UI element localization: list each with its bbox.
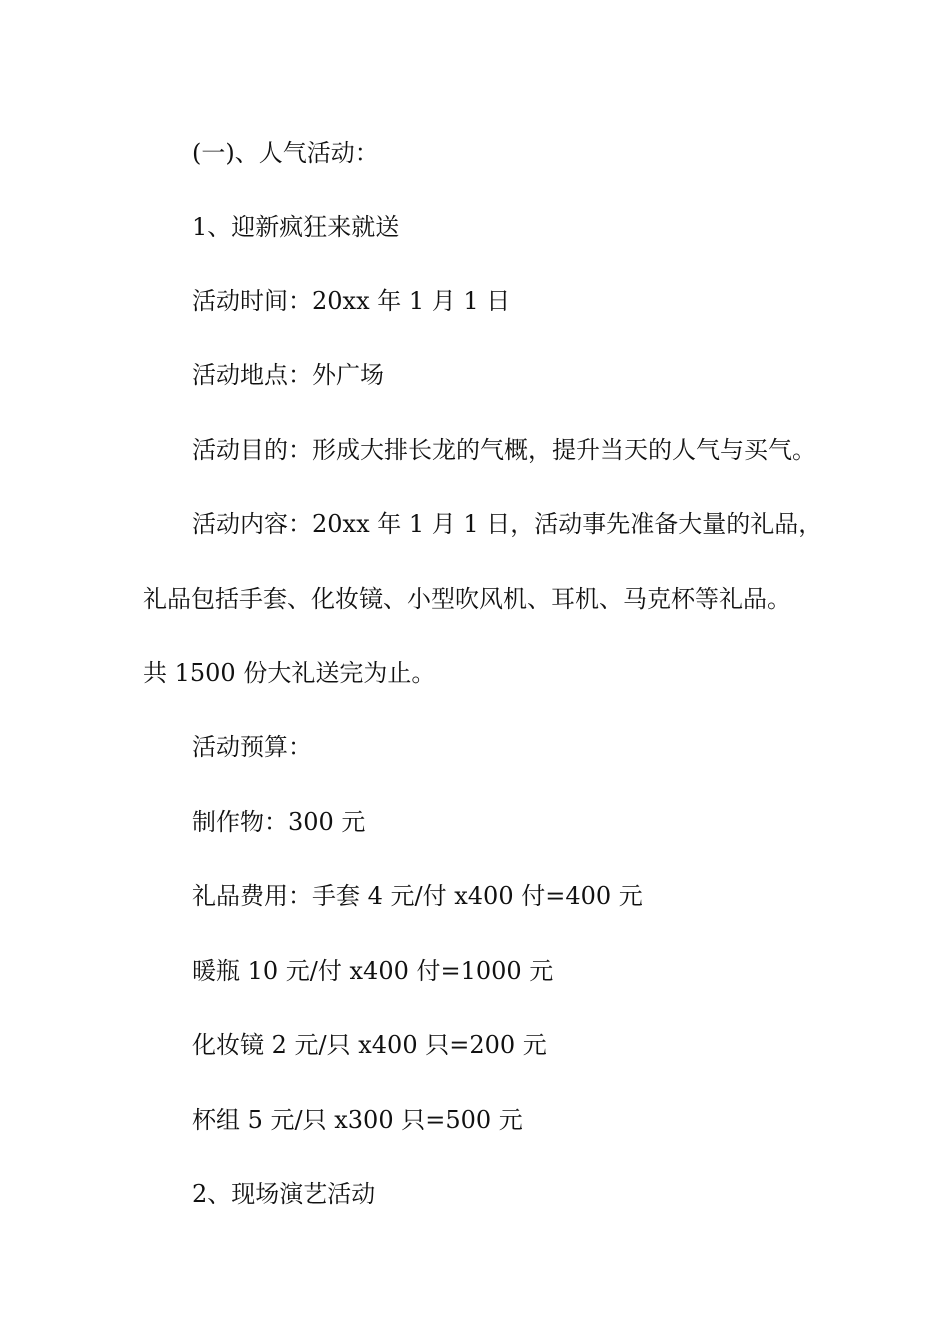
activity-purpose: 活动目的：形成大排长龙的气概，提升当天的人气与买气。 <box>192 436 816 464</box>
budget-cups: 杯组 5 元/只 x300 只=500 元 <box>192 1106 523 1134</box>
activity-content-line-1: 活动内容：20xx 年 1 月 1 日，活动事先准备大量的礼品， <box>192 510 823 538</box>
item-1-title: 1、迎新疯狂来就送 <box>192 213 400 241</box>
section-heading: (一)、人气活动： <box>192 139 379 167</box>
budget-mirror: 化妆镜 2 元/只 x400 只=200 元 <box>192 1031 547 1059</box>
budget-heading: 活动预算： <box>192 733 312 761</box>
activity-content-line-2: 礼品包括手套、化妆镜、小型吹风机、耳机、马克杯等礼品。 <box>143 585 791 613</box>
budget-thermos: 暖瓶 10 元/付 x400 付=1000 元 <box>192 957 554 985</box>
budget-gifts-gloves: 礼品费用：手套 4 元/付 x400 付=400 元 <box>192 882 643 910</box>
activity-content-line-3: 共 1500 份大礼送完为止。 <box>143 659 436 687</box>
item-2-title: 2、现场演艺活动 <box>192 1180 376 1208</box>
activity-location: 活动地点：外广场 <box>192 361 384 389</box>
budget-production: 制作物：300 元 <box>192 808 366 836</box>
activity-time: 活动时间：20xx 年 1 月 1 日 <box>192 287 511 315</box>
